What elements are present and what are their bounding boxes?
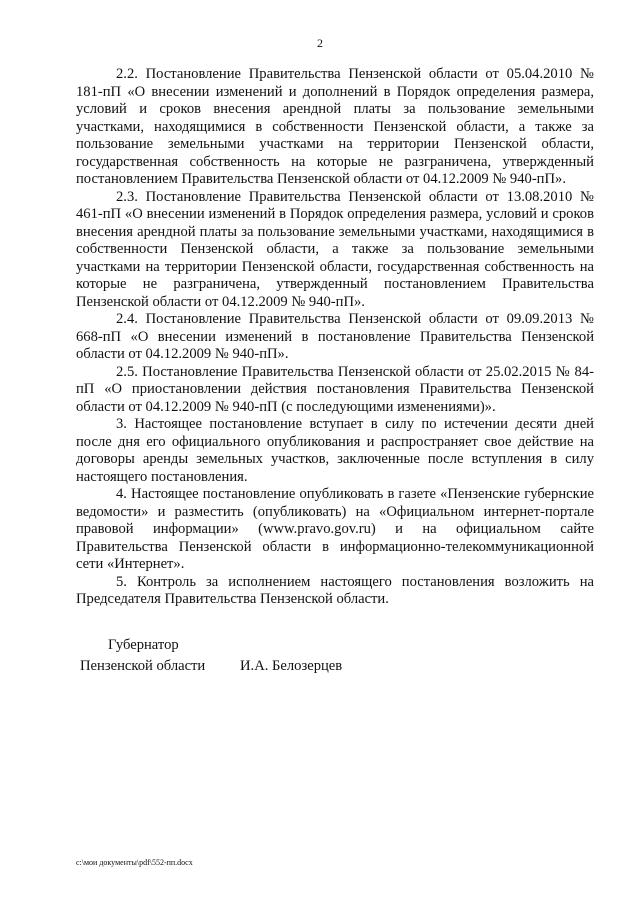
signature-row: [80, 656, 342, 677]
page-number: 2: [317, 36, 323, 50]
signature-block: [80, 635, 342, 677]
paragraph-2-3: 2.3. Постановление Правительства Пензенской области от 13.08.2010 № 461-пП «О внесении изменений в Порядок определения размера, условий и сроков внесения арендной платы за пользование земельными участками, находящимися в собственности Пензенской области, а также за пользование земельными участками на территории Пензенской области, государственная собственность на которые не разграничена, утвержденный постановлением Правительства Пензенской области от 04.12.2009 № 940-пП».: [76, 188, 594, 310]
paragraph-4: 4. Настоящее постановление опубликовать в газете «Пензенские губернские ведомости» и разместить (опубликовать) на «Официальном интернет-портале правовой информации» (www.pravo.gov.ru) и на официальном сайте Правительства Пензенской области в информационно-телекоммуникационной сети «Интернет».: [76, 486, 594, 572]
paragraph-5: 5. Контроль за исполнением настоящего постановления возложить на Председателя Правительства Пензенской области.: [76, 573, 594, 607]
paragraph-3: 3. Настоящее постановление вступает в силу по истечении десяти дней после дня его официального опубликования и распространяет свое действие на договоры аренды земельных участков, заключенные после вступления в силу настоящего постановления.: [76, 416, 594, 485]
signature-region: Пензенской области: [80, 658, 206, 674]
signature-title: Губернатор: [108, 637, 179, 653]
paragraph-2-2: 2.2. Постановление Правительства Пензенской области от 05.04.2010 № 181-пП «О внесении изменений и дополнений в Порядок определения размера, условий и сроков внесения арендной платы за пользование земельными участками, находящимися в собственности Пензенской области, а также за пользование земельными участками на территории Пензенской области, государственная собственность на которые не разграничена, утвержденный постановлением Правительства Пензенской области от 04.12.2009 № 940-пП».: [76, 66, 594, 187]
paragraph-2-4: 2.4. Постановление Правительства Пензенской области от 09.09.2013 № 668-пП «О внесении изменений в постановление Правительства Пензенской области от 04.12.2009 № 940-пП».: [76, 311, 594, 362]
signature-name: И.А. Белозерцев: [240, 658, 343, 674]
footer-file-path: c:\мои документы\pdf\552-пп.docx: [76, 858, 193, 867]
paragraph-2-5: 2.5. Постановление Правительства Пензенской области от 25.02.2015 № 84-пП «О приостановлении действия постановления Правительства Пензенской области от 04.12.2009 № 940-пП (с последующими изменениями)».: [76, 363, 594, 415]
document-body: [76, 66, 594, 609]
